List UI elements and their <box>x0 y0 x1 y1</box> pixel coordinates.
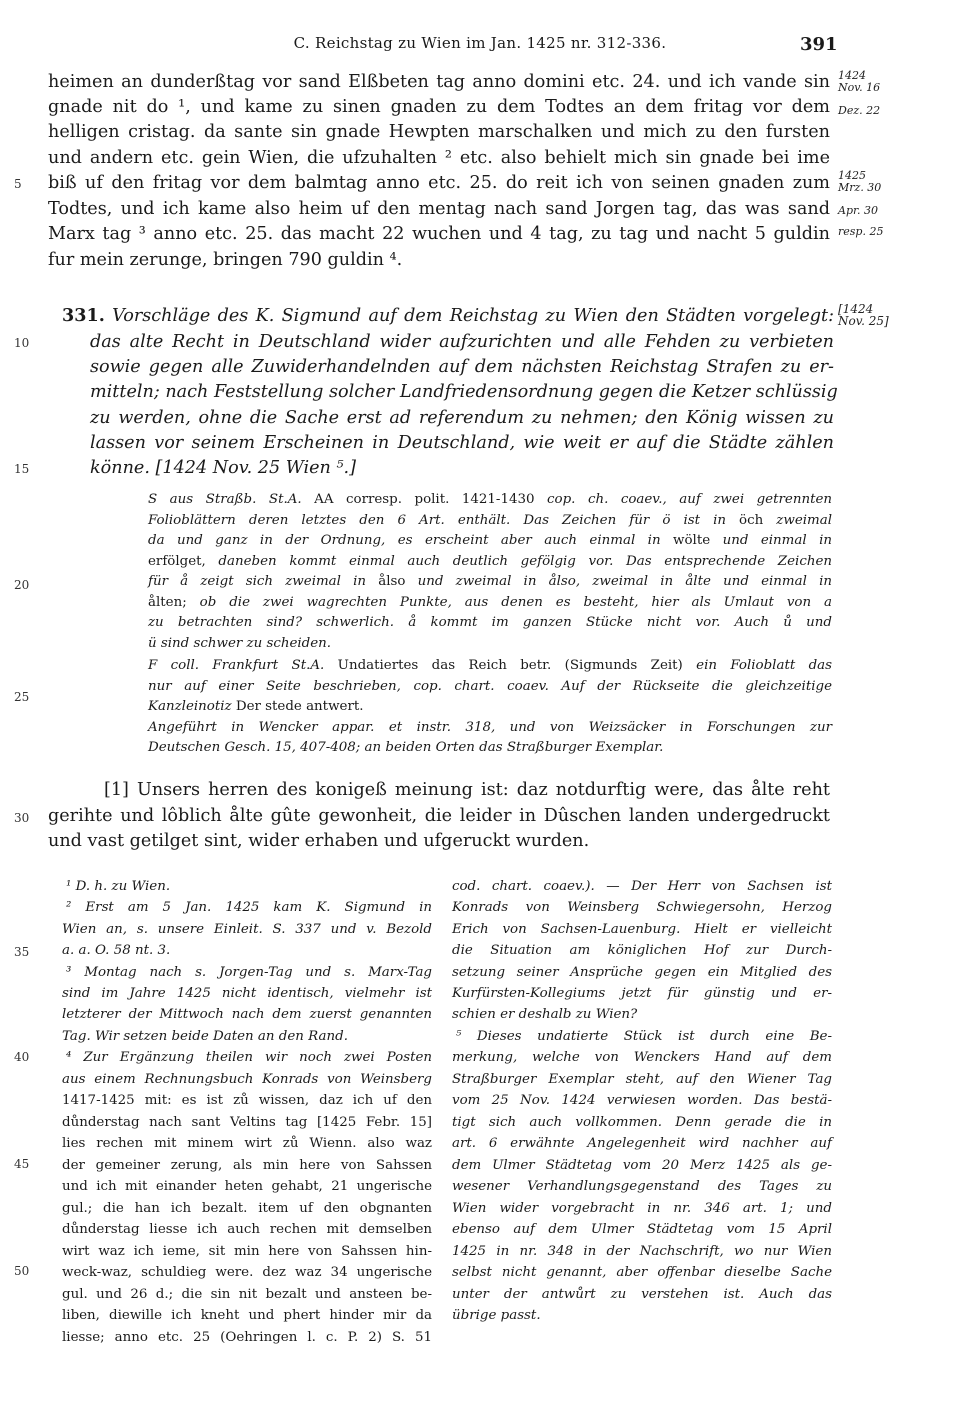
text-line: Todtes, und ich kame also heim uf den mentag nach sand Jorgen tag, das was sand <box>48 199 830 219</box>
source-line: zu betrachten sind? schwerlich. å kommt im ganzen Stücke nicht vor. Auch ů und <box>148 615 832 630</box>
footnote-line: und ich mit einander heten gehabt, 21 ungerische <box>62 1179 432 1194</box>
running-title: C. Reichstag zu Wien im Jan. 1425 nr. 312-336. <box>293 34 667 52</box>
footnote-line: ⁵ Dieses undatierte Stück ist durch eine Be- <box>456 1029 832 1044</box>
source-line: nur auf einer Seite beschrieben, cop. chart. coaev. Auf der Rückseite die gleichzeitige <box>148 679 832 694</box>
footnote-line: ebenso auf dem Ulmer Städtetag vom 15 April <box>452 1222 832 1237</box>
footnote-line: wesener Verhandlungsgegenstand des Tages zu <box>452 1179 832 1194</box>
footnote-line: dem Ulmer Städtetag vom 20 Merz 1425 als ge- <box>452 1158 832 1173</box>
source-line: erfölget, daneben kommt einmal auch deutlich gefölgig vor. Das entsprechende Zeichen <box>148 554 832 569</box>
source-line: F coll. Frankfurt St.A. Undatiertes das Reich betr. (Sigmunds Zeit) ein Folioblatt das <box>148 658 832 673</box>
footnote-line: Wien wider vorgebracht in nr. 346 art. 1; und <box>452 1201 832 1216</box>
heading-line: mitteln; nach Feststellung solcher Landfriedensordnung gegen die Ketzer schlüssig <box>90 382 838 402</box>
source-line: ålten; ob die zwei wagrechten Punkte, aus denen es besteht, hier als Umlaut von a <box>148 595 832 610</box>
text-line: gerihte und lôblich ålte gûte gewonheit, die leider in Dûschen landen undergedruckt <box>48 806 830 826</box>
heading-line: das alte Recht in Deutschland wider aufzurichten und alle Fehden zu verbieten <box>90 332 834 352</box>
source-line: Kanzleinotiz Der stede antwert. <box>148 699 364 714</box>
line-number: 30 <box>14 811 30 825</box>
running-header <box>0 34 960 56</box>
footnote-line: lies rechen mit minem wirt zů Wienn. also waz <box>62 1136 432 1151</box>
footnote-line: schien er deshalb zu Wien? <box>452 1007 638 1022</box>
source-line: Deutschen Gesch. 15, 407-408; an beiden Orten das Straßburger Exemplar. <box>148 740 664 755</box>
text-line: gnade nit do ¹, und kame zu sinen gnaden zu dem Todtes an dem fritag vor dem <box>48 97 830 117</box>
line-number: 50 <box>14 1264 30 1278</box>
footnote-line: a. a. O. 58 nt. 3. <box>62 943 171 958</box>
text-line: und vast getilget sint, wider erhaben und ufgeruckt wurden. <box>48 831 590 851</box>
footnote-line: unter der antwůrt zu verstehen ist. Auch das <box>452 1287 832 1302</box>
margin-date: resp. 25 <box>838 225 884 238</box>
text-line: biß uf den fritag vor dem balmtag anno etc. 25. do reit ich von seinen gnaden zum <box>48 173 830 193</box>
footnote-line: sind im Jahre 1425 nicht identisch, vielmehr ist <box>62 986 432 1001</box>
footnote-line: 1417-1425 mit: es ist zů wissen, daz ich uf den <box>62 1093 432 1108</box>
footnote-line: gul.; die han ich bezalt. item uf den obgnanten <box>62 1201 432 1216</box>
heading-line: 331. Vorschläge des K. Sigmund auf dem Reichstag zu Wien den Städten vorgelegt: <box>62 305 835 326</box>
margin-date: Apr. 30 <box>838 204 879 217</box>
footnote-line: Erich von Sachsen-Lauenburg. Hielt er vielleicht <box>452 922 832 937</box>
margin-date: 1425 Mrz. 30 <box>838 169 882 194</box>
footnote-line: Kurfürsten-Kollegiums jetzt für günstig und er- <box>452 986 832 1001</box>
line-number: 20 <box>14 578 30 592</box>
page-number: 391 <box>800 34 838 55</box>
footnote-line: ³ Montag nach s. Jorgen-Tag und s. Marx-Tag <box>66 965 432 980</box>
footnote-line: Tag. Wir setzen beide Daten an den Rand. <box>62 1029 348 1044</box>
footnote-line: letzterer der Mittwoch nach dem zuerst genannten <box>62 1007 432 1022</box>
text-line: und andern etc. gein Wien, die ufzuhalten ² etc. also behielt mich sin gnade bei ime <box>48 148 830 168</box>
footnote-line: liben, diewille ich kneht und phert hinder mir da <box>62 1308 432 1323</box>
footnote-line: merkung, welche von Wenckers Hand auf dem <box>452 1050 832 1065</box>
line-number: 45 <box>14 1157 30 1171</box>
line-number: 35 <box>14 945 30 959</box>
source-line: für å zeigt sich zweimal in ålso und zweimal in ålso, zweimal in ålte und einmal in <box>148 574 833 589</box>
text-line: helligen cristag. da sante sin gnade Hewpten marschalken und mich zu den fursten <box>48 122 830 142</box>
footnote-line: art. 6 erwähnte Angelegenheit wird nachher auf <box>452 1136 832 1151</box>
footnote-line: gul. und 26 d.; die sin nit bezalt und ansteen be- <box>62 1287 432 1302</box>
line-number: 15 <box>14 462 30 476</box>
footnote-line: 1425 in nr. 348 in der Nachschrift, wo nur Wien <box>452 1244 832 1259</box>
heading-line: sowie gegen alle Zuwiderhandelnden auf dem nächsten Reichstag Strafen zu er- <box>90 357 834 377</box>
source-line: da und ganz in der Ordnung, es erscheint aber auch einmal in wölte und einmal in <box>148 533 832 548</box>
footnote-line: cod. chart. coaev.). — Der Herr von Sachsen ist <box>452 879 832 894</box>
footnote-line: setzung seiner Ansprüche gegen ein Mitglied des <box>452 965 832 980</box>
source-line: S aus Straßb. St.A. AA corresp. polit. 1421-1430 cop. ch. coaev., auf zwei getrennten <box>148 492 832 507</box>
footnote-line: ⁴ Zur Ergänzung theilen wir noch zwei Posten <box>66 1050 432 1065</box>
footnote-line: aus einem Rechnungsbuch Konrads von Weinsberg <box>62 1072 432 1087</box>
margin-date: [1424 Nov. 25] <box>838 302 889 328</box>
margin-date: 1424 Nov. 16 <box>838 69 881 94</box>
footnote-line: ² Erst am 5 Jan. 1425 kam K. Sigmund in <box>66 900 432 915</box>
footnote-line: die Situation am königlichen Hof zur Durch- <box>452 943 832 958</box>
footnote-line: wirt waz ich ieme, sit min here von Sahssen hin- <box>62 1244 432 1259</box>
footnote-line: Wien an, s. unsere Einleit. S. 337 und v. Bezold <box>62 922 432 937</box>
footnote-line: Straßburger Exemplar steht, auf den Wiener Tag <box>452 1072 832 1087</box>
footnote-line: Konrads von Weinsberg Schwiegersohn, Herzog <box>452 900 832 915</box>
heading-line: zu werden, ohne die Sache erst ad referendum zu nehmen; den König wissen zu <box>90 408 834 428</box>
line-number: 40 <box>14 1050 30 1064</box>
footnote-line: tigt sich auch vollkommen. Denn gerade die in <box>452 1115 832 1130</box>
text-line: Marx tag ³ anno etc. 25. das macht 22 wuchen und 4 tag, zu tag und nacht 5 guldin <box>48 224 830 244</box>
footnote-line: selbst nicht genannt, aber offenbar dieselbe Sache <box>452 1265 832 1280</box>
footnote-line: důnderstag nach sant Veltins tag [1425 Febr. 15] <box>62 1115 432 1130</box>
section-number: 331. <box>62 305 105 326</box>
footnote-line: übrige passt. <box>452 1308 541 1323</box>
line-number: 25 <box>14 690 30 704</box>
source-line: ü sind schwer zu scheiden. <box>148 636 332 651</box>
footnote-line: vom 25 Nov. 1424 verwiesen worden. Das bestä- <box>452 1093 832 1108</box>
footnote-line: der gemeiner zerung, als min here von Sahssen <box>62 1158 432 1173</box>
margin-date: Dez. 22 <box>838 104 881 117</box>
heading-line: lassen vor seinem Erscheinen in Deutschland, wie weit er auf die Städte zählen <box>90 433 834 453</box>
heading-line: könne. [1424 Nov. 25 Wien ⁵.] <box>90 458 356 478</box>
line-number: 5 <box>14 177 22 191</box>
line-number: 10 <box>14 336 30 350</box>
text-line: heimen an dunderßtag vor sand Elßbeten tag anno domini etc. 24. und ich vande sin <box>48 72 830 92</box>
footnote-line: weck-waz, schuldieg were. dez waz 34 ungerische <box>62 1265 432 1280</box>
text-line: fur mein zerunge, bringen 790 guldin ⁴. <box>48 250 403 270</box>
text-line: [1] Unsers herren des konigeß meinung ist: daz notdurftig were, das ålte reht <box>104 780 830 800</box>
footnote-line: ¹ D. h. zu Wien. <box>66 879 171 894</box>
footnote-line: důnderstag liesse ich auch rechen mit demselben <box>62 1222 432 1237</box>
source-line: Angeführt in Wencker appar. et instr. 318, und von Weizsäcker in Forschungen zur <box>148 720 832 735</box>
source-line: Folioblättern deren letztes den 6 Art. enthält. Das Zeichen für ö ist in öch zweimal <box>148 513 832 528</box>
footnote-line: liesse; anno etc. 25 (Oehringen l. c. P. 2) S. 51 <box>62 1330 432 1345</box>
